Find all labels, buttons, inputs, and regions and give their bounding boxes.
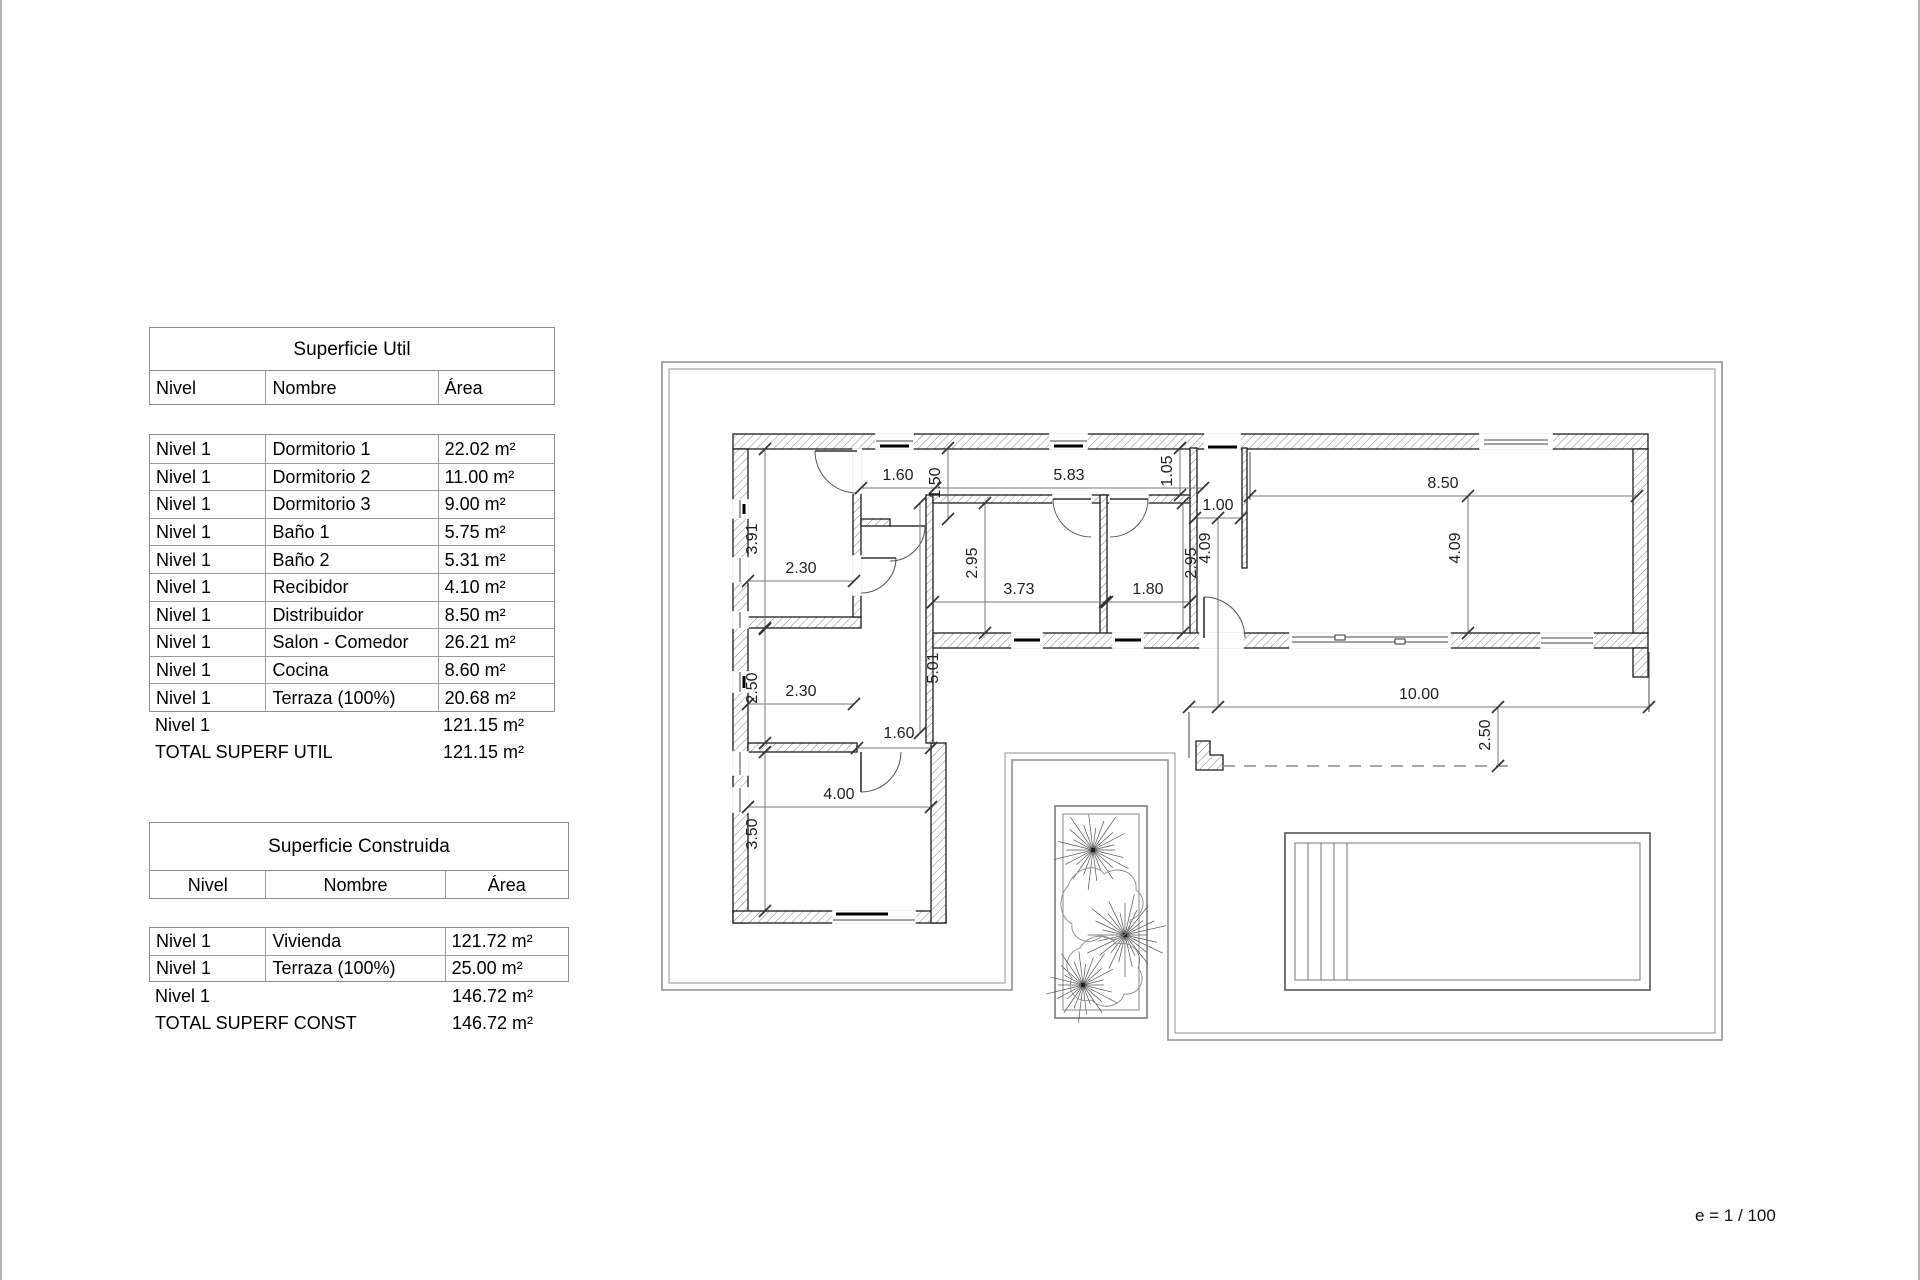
total-label: TOTAL SUPERF CONST (155, 1012, 357, 1033)
column-header: Área (438, 371, 554, 404)
dimension-label: 1.05 (1159, 455, 1176, 487)
table-cell: Nivel 1 (156, 522, 212, 543)
dimension-label: 4.09 (1447, 532, 1464, 564)
table-title: Superficie Util (150, 328, 554, 371)
dimension-label: 5.83 (1053, 467, 1085, 484)
table-cell: 5.31 m² (438, 546, 554, 573)
scale-note: e = 1 / 100 (1695, 1206, 1776, 1225)
table-cell: 8.50 m² (438, 602, 554, 629)
total-label: TOTAL SUPERF UTIL (155, 742, 333, 763)
dimension-label: 2.50 (744, 672, 761, 704)
dimension-label: 3.73 (1003, 581, 1035, 598)
table-cell: Cocina (265, 657, 437, 684)
table-cell: Salon - Comedor (265, 629, 437, 656)
pool-and-planter (1046, 806, 1650, 1023)
table-cell: 11.00 m² (438, 464, 554, 491)
table-cell: Nivel 1 (156, 466, 212, 487)
table-cell: Nivel 1 (156, 931, 212, 952)
tree-symbol (1054, 815, 1128, 890)
dimension-label: 1.60 (882, 467, 914, 484)
dimension-label: 1.00 (1202, 497, 1234, 514)
table-cell: Recibidor (265, 574, 437, 601)
table-cell: Dormitorio 1 (265, 435, 437, 463)
total-label: Nivel 1 (155, 715, 211, 736)
dimension-label: 8.50 (1427, 475, 1459, 492)
table-cell: Nivel 1 (156, 660, 212, 681)
dimension-label: 10.00 (1398, 686, 1440, 703)
table-cell: Nivel 1 (156, 687, 212, 708)
table-cell: 22.02 m² (438, 435, 554, 463)
table-cell: 121.72 m² (445, 928, 568, 955)
table-cell: 8.60 m² (438, 657, 554, 684)
dimension-label: 2.30 (785, 560, 817, 577)
dimension-label: 3.50 (744, 818, 761, 850)
dimension-label: 3.91 (744, 523, 761, 555)
dimension-label: 2.50 (1477, 719, 1494, 751)
table-cell: 4.10 m² (438, 574, 554, 601)
table-cell: Nivel 1 (156, 632, 212, 653)
table-cell: Vivienda (265, 928, 444, 955)
dimension-label: 4.09 (1197, 532, 1214, 564)
table-cell: 9.00 m² (438, 491, 554, 518)
dimensions (742, 442, 1655, 917)
total-value: 146.72 m² (452, 985, 534, 1006)
pool-outline (1285, 833, 1650, 990)
table-cell: Nivel 1 (156, 438, 212, 459)
table-cell: Nivel 1 (156, 549, 212, 570)
table-cell: Nivel 1 (156, 604, 212, 625)
table-cell: 26.21 m² (438, 629, 554, 656)
column-header: Nivel (156, 377, 197, 398)
table-title: Superficie Construida (150, 823, 568, 871)
column-header: Nombre (265, 871, 444, 898)
table-cell: Terraza (100%) (265, 684, 437, 711)
table-cell: Baño 1 (265, 519, 437, 546)
dimension-label: 5.01 (925, 652, 942, 684)
table-cell: Nivel 1 (156, 494, 212, 515)
column-header: Nombre (265, 371, 437, 404)
terrace-pillar (1196, 741, 1223, 770)
table-cell: 25.00 m² (445, 956, 568, 982)
dimension-label: 2.95 (964, 547, 981, 579)
table-cell: Dormitorio 2 (265, 464, 437, 491)
table-cell: Terraza (100%) (265, 956, 444, 982)
dimension-label: 1.50 (927, 467, 944, 499)
table-cell: Distribuidor (265, 602, 437, 629)
table-cell: Nivel 1 (156, 958, 212, 979)
table-cell: 20.68 m² (438, 684, 554, 711)
dimension-label: 1.60 (883, 725, 915, 742)
dimension-label: 2.30 (785, 683, 817, 700)
total-value: 121.15 m² (443, 742, 525, 763)
tree-symbol (1046, 952, 1117, 1023)
total-value: 121.15 m² (443, 715, 525, 736)
total-label: Nivel 1 (155, 985, 211, 1006)
column-header: Nivel (187, 874, 228, 895)
building-walls (733, 434, 1648, 923)
dimension-label: 4.00 (823, 786, 855, 803)
table-cell: Dormitorio 3 (265, 491, 437, 518)
total-value: 146.72 m² (452, 1012, 534, 1033)
table-cell: 5.75 m² (438, 519, 554, 546)
column-header: Área (445, 871, 568, 898)
tree-symbol (1087, 894, 1166, 977)
dimension-label: 1.80 (1132, 581, 1164, 598)
table-cell: Baño 2 (265, 546, 437, 573)
dimension-label: 2.95 (1183, 547, 1200, 579)
table-cell: Nivel 1 (156, 577, 212, 598)
